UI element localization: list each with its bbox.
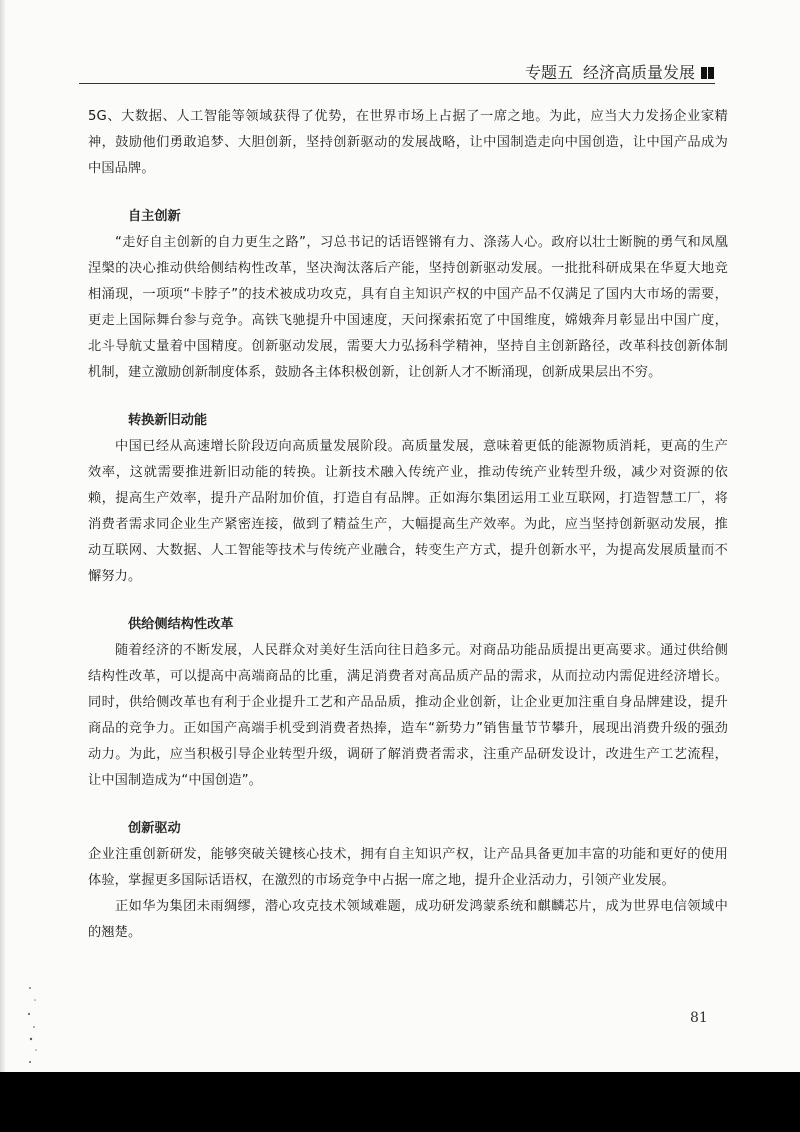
header-rule — [79, 83, 715, 84]
scan-edge-shadow — [0, 0, 6, 1072]
section-paragraph: 企业注重创新研发，能够突破关键核心技术，拥有自主知识产权，让产品具备更加丰富的功能和更好的使用体验，掌握更多国际话语权，在激烈的市场竞争中占据一席之地，提升企业活动力，引领产业发展。 — [88, 847, 728, 888]
section-heading-new-old-drivers: 转换新旧动能 — [128, 413, 208, 428]
section-paragraph: 正如华为集团未雨绸缪，潜心攻克技术领域难题，成功研发鸿蒙系统和麒麟芯片，成为世界电信领域中的翘楚。 — [88, 899, 728, 940]
running-header — [525, 60, 714, 83]
scan-noise-marks — [26, 980, 40, 1070]
page-body — [88, 104, 728, 946]
section-heading-supply-side-reform: 供给侧结构性改革 — [128, 617, 234, 632]
section-heading-innovation-driven: 创新驱动 — [128, 821, 181, 836]
header-section-label: 专题五 — [524, 63, 573, 82]
section-paragraph: “走好自主创新的自力更生之路”，习总书记的话语铿锵有力、涤荡人心。政府以壮士断腕的勇气和凤凰涅槃的决心推动供给侧结构性改革，坚决淘汰落后产能，坚持创新驱动发展。一批批科研成果在华夏大地竞相涌现，一项项“卡脖子”的技术被成功攻克，具有自主知识产权的中国产品不仅满足了国内大市场的需要，更走上国际舞台参与竞争。高铁飞驰提升中国速度，天问探索拓宽了中国维度，嫦娥奔月彰显出中国广度，北斗导航丈量着中国精度。创新驱动发展，需要大力弘扬科学精神，坚持自主创新路径，改革科技创新体制机制，建立激励创新制度体系，鼓励各主体积极创新，让创新人才不断涌现，创新成果层出不穷。 — [88, 235, 728, 380]
section-paragraph: 中国已经从高速增长阶段迈向高质量发展阶段。高质量发展，意味着更低的能源物质消耗，更高的生产效率，这就需要推进新旧动能的转换。让新技术融入传统产业，推动传统产业转型升级，减少对资源的依赖，提高生产效率，提升产品附加价值，打造自有品牌。正如海尔集团运用工业互联网，打造智慧工厂，将消费者需求同企业生产紧密连接，做到了精益生产，大幅提高生产效率。为此，应当坚持创新驱动发展，推动互联网、大数据、人工智能等技术与传统产业融合，转变生产方式，提升创新水平，为提高发展质量而不懈努力。 — [88, 439, 728, 584]
header-title: 经济高质量发展 — [582, 63, 695, 82]
intro-paragraph: 5G、大数据、人工智能等领域获得了优势，在世界市场上占据了一席之地。为此，应当大力发扬企业家精神，鼓励他们勇敢追梦、大胆创新，坚持创新驱动的发展战略，让中国制造走向中国创造，让中国产品成为中国品牌。 — [88, 109, 728, 176]
section-heading-self-innovation: 自主创新 — [128, 209, 181, 224]
section-paragraph: 随着经济的不断发展，人民群众对美好生活向往日趋多元。对商品功能品质提出更高要求。通过供给侧结构性改革，可以提高中高端商品的比重，满足消费者对高品质产品的需求，从而拉动内需促进经济增长。同时，供给侧改革也有利于企业提升工艺和产品品质，推动企业创新，让企业更加注重自身品牌建设，提升商品的竞争力。正如国产高端手机受到消费者热捧，造车“新势力”销售量节节攀升，展现出消费升级的强劲动力。为此，应当积极引导企业转型升级，调研了解消费者需求，注重产品研发设计，改进生产工艺流程，让中国制造成为“中国创造”。 — [88, 643, 728, 788]
page-number: 81 — [690, 1010, 708, 1026]
book-icon — [701, 67, 714, 79]
scan-bottom-border — [0, 1072, 800, 1132]
